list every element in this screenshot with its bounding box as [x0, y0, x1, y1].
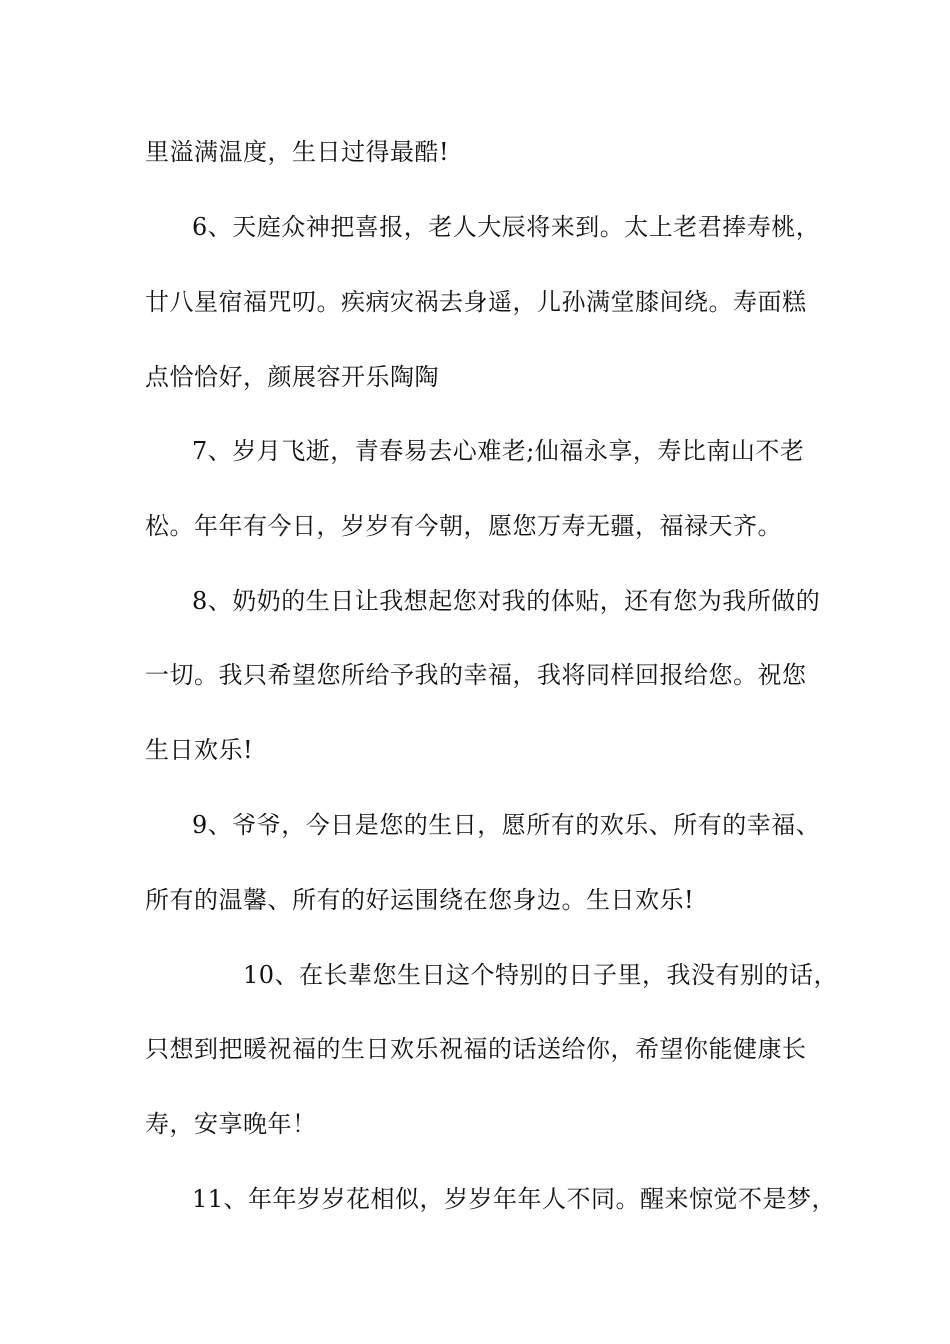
text-line: 生日欢乐!	[145, 736, 254, 764]
text-line: 一切。我只希望您所给予我的幸福，我将同样回报给您。祝您	[145, 661, 807, 689]
text-line: 寿，安享晚年！	[145, 1110, 317, 1138]
list-item-11: 11、年年岁岁花相似，岁岁年年人不同。醒来惊觉不是梦，	[192, 1185, 837, 1213]
text-line: 所有的温馨、所有的好运围绕在您身边。生日欢乐!	[145, 886, 695, 914]
text-line: 廿八星宿福咒叨。疾病灾祸去身遥，儿孙满堂膝间绕。寿面糕	[145, 288, 807, 316]
text-line: 松。年年有今日，岁岁有今朝，愿您万寿无疆，福禄天齐。	[145, 512, 782, 540]
list-item-6: 6、天庭众神把喜报，老人大辰将来到。太上老君捧寿桃，	[192, 213, 821, 241]
list-item-10: 10、在长辈您生日这个特别的日子里，我没有别的话，	[243, 961, 839, 989]
text-line: 只想到把暖祝福的生日欢乐祝福的话送给你，希望你能健康长	[145, 1035, 807, 1063]
text-line: 点恰恰好，颜展容开乐陶陶	[145, 363, 439, 391]
list-item-9: 9、爷爷，今日是您的生日，愿所有的欢乐、所有的幸福、	[192, 811, 821, 839]
text-line: 里溢满温度，生日过得最酷!	[145, 138, 450, 166]
list-item-8: 8、奶奶的生日让我想起您对我的体贴，还有您为我所做的	[192, 587, 821, 615]
list-item-7: 7、岁月飞逝，青春易去心难老;仙福永享，寿比南山不老	[192, 437, 805, 465]
